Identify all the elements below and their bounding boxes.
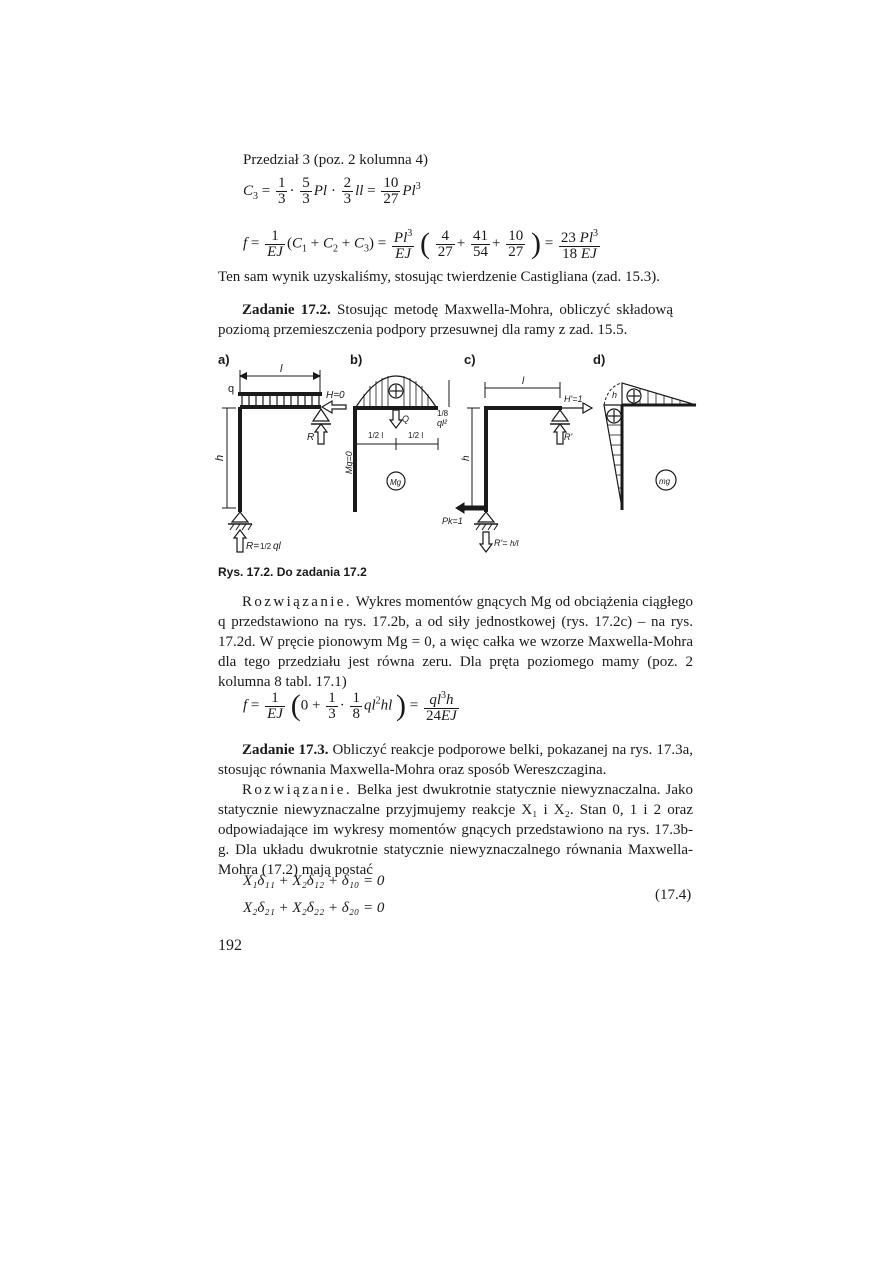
panel-d — [604, 383, 696, 510]
b-Q-label: Q — [402, 414, 410, 424]
b-half2-label: 1/2 l — [408, 431, 424, 440]
castigliano-line: Ten sam wynik uzyskaliśmy, stosując twierdzenie Castigliana (zad. 15.3). — [218, 269, 661, 285]
a-R2-label: R= — [246, 541, 260, 552]
solution-17-2 — [218, 592, 693, 692]
solution-17-3-body: Belka jest dwukrotnie statycznie niewyznaczalna. Jako statycznie niewyznaczalne przyjmujemy reakcje X₁ i X₂. Stan 0, 1 i 2 oraz odpowiadające im wykresy momentów gnących przedstawiono na rys. 17.3b-g. Dla układu dwukrotnie statycznie niewyznaczalnego równania Maxwella-Mohra (17.2) mają postać — [218, 782, 693, 878]
d-h-label: h — [612, 390, 618, 400]
c-R2-frac: h/l — [510, 539, 519, 548]
fig-label-a: a) — [218, 352, 230, 367]
task-17-3 — [218, 740, 693, 780]
task-17-3-title: Zadanie 17.3. — [242, 742, 329, 758]
c-l-label: l — [522, 376, 525, 387]
a-q-label: q — [228, 383, 235, 395]
a-R2-tail: ql — [273, 541, 281, 552]
figure-caption: Rys. 17.2. Do zadania 17.2 — [218, 565, 367, 579]
equation-f2: f = $\frac{1}{EJ}$ (0 + $\frac{1}{3}$ · $\frac{1}{8}$ $ql^2hl$ ) = $\frac{ql^3h}{24EJ}$ — [243, 689, 457, 724]
equation-number: (17.4) — [655, 887, 692, 903]
fig-label-c: c) — [464, 352, 476, 367]
fig-label-d: d) — [593, 352, 606, 367]
a-H-label: H=0 — [326, 390, 345, 401]
equation-system-line2: X₂δ₂₁ + X₂δ₂₂ + δ₂₀ = 0 — [243, 900, 385, 916]
c-R2-label: R'= — [494, 538, 508, 548]
equation-system-line1: X₁δ₁₁ + X₂δ₁₂ + δ₁₀ = 0 — [243, 873, 385, 889]
task-17-3-body: Obliczyć reakcje podporowe belki, pokazanej na rys. 17.3a, stosując równania Maxwella-Mohra oraz sposób Wereszczagina. — [218, 742, 694, 778]
solution-17-2-lead: Rozwiązanie. — [242, 594, 353, 610]
c-R-label: R' — [564, 432, 573, 442]
c-H-label: H'=1 — [564, 394, 583, 404]
panel-c — [456, 382, 592, 552]
b-half1-label: 1/2 l — [368, 431, 384, 440]
fig-label-b: b) — [350, 352, 363, 367]
c-h-label: h — [461, 455, 472, 461]
page-number: 192 — [218, 937, 242, 954]
a-R2-frac: 1/2 — [260, 542, 272, 551]
equation-f1: f = $\frac{1}{EJ}$ $(C_1 + C_2 + C_3)$ = $\frac{Pl^3}{EJ}$ ( $\frac{4}{27}$ + $\frac{41}{54}$ + $\frac{10}{27}$ ) = $\frac{23 Pl^3}{18 EJ}$ — [243, 227, 599, 262]
panel-b — [353, 376, 449, 512]
task-17-2-body: Stosując metodę Maxwella-Mohra, obliczyć składową poziomą przemieszczenia podpory przesuwnej dla ramy z zad. 15.5. — [218, 302, 674, 338]
a-l-label: l — [280, 363, 283, 375]
a-h-label: h — [214, 454, 226, 461]
solution-17-3-lead: Rozwiązanie. — [242, 782, 353, 798]
section-heading-text: Przedział 3 (poz. 2 kolumna 4) — [243, 152, 428, 168]
b-qlfrac-label: 1/8 — [437, 409, 449, 418]
c-Pk-label: Pk=1 — [442, 516, 463, 526]
a-R-label: R — [307, 432, 315, 443]
b-Mg-label: Mg — [390, 478, 402, 487]
task-17-2-title: Zadanie 17.2. — [242, 302, 331, 318]
d-mg-label: mg — [659, 477, 671, 486]
b-Mg0-label: Mg=0 — [344, 451, 354, 474]
equation-c3: $C_3$ = $\frac{1}{3}$ · $\frac{5}{3}$ Pl · $\frac{2}{3}$ ll = $\frac{10}{27}$ Pl$^3$ — [243, 175, 421, 207]
b-ql2-label: ql² — [437, 418, 448, 428]
solution-17-2-body: Wykres momentów gnących Mg od obciążenia ciągłego q przedstawiono na rys. 17.2b, a od siły jednostkowej (rys. 17.2c) – na rys. 17.2d. W pręcie pionowym Mg = 0, a więc całka we wzorze Maxwella-Mohra dla tego przedziału jest równa zeru. Dla pręta poziomego mamy (poz. 2 kolumna 8 tabl. 17.1) — [218, 594, 693, 690]
solution-17-3 — [218, 780, 693, 880]
